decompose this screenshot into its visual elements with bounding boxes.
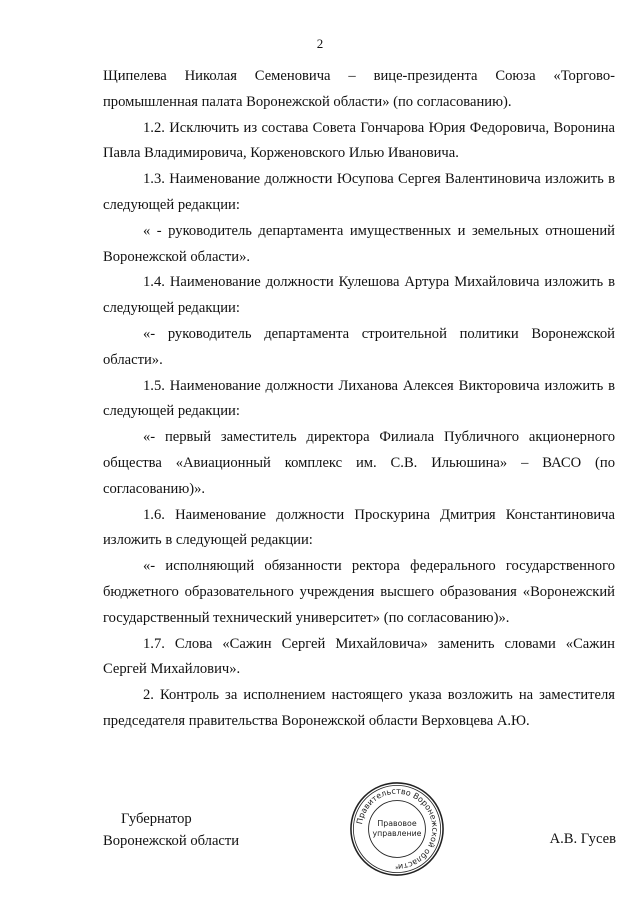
- signatory-name: А.В. Гусев: [549, 831, 616, 847]
- paragraph: 1.2. Исключить из состава Совета Гончарова Юрия Федоровича, Воронина Павла Владимировича, Корженовского Илью Ивановича.: [103, 119, 615, 162]
- paragraph: « - руководитель департамента имущественных и земельных отношений Воронежской области».: [103, 222, 615, 265]
- signatory-region: Воронежской области: [103, 833, 240, 849]
- paragraph: 1.7. Слова «Сажин Сергей Михайловича» заменить словами «Сажин Сергей Михайлович».: [103, 635, 615, 678]
- paragraph: 1.4. Наименование должности Кулешова Артура Михайловича изложить в следующей редакции:: [103, 274, 615, 317]
- signatory-title: Губернатор: [121, 811, 192, 827]
- document-body: [103, 64, 615, 735]
- paragraph: 1.3. Наименование должности Юсупова Сергея Валентиновича изложить в следующей редакции:: [103, 171, 615, 213]
- stamp-center-line1: Правовое: [377, 819, 417, 829]
- paragraph: 2. Контроль за исполнением настоящего указа возложить на заместителя председателя правительства Воронежской области Верховцева А.Ю.: [103, 687, 615, 729]
- paragraph: Щипелева Николая Семеновича – вице-президента Союза «Торгово-промышленная палата Воронежской области» (по согласованию).: [103, 68, 615, 110]
- paragraph: 1.5. Наименование должности Лиханова Алексея Викторовича изложить в следующей редакции:: [103, 377, 615, 420]
- stamp-star: *: [395, 865, 399, 874]
- signatory-position: [103, 808, 239, 852]
- paragraph: «- исполняющий обязанности ректора федерального государственного бюджетного образовательного учреждения высшего образования «Воронежский государственный технический университет» (по согласованию)».: [103, 558, 615, 626]
- paragraph: «- первый заместитель директора Филиала Публичного акционерного общества «Авиационный комплекс им. С.В. Ильюшина» – ВАСО (по согласованию)».: [103, 429, 615, 497]
- stamp-ring-text: Правительство Воронежской области: [355, 786, 440, 872]
- paragraph: 1.6. Наименование должности Проскурина Дмитрия Константиновича изложить в следующей редакции:: [103, 506, 615, 549]
- stamp-center-line2: управление: [372, 828, 422, 838]
- page-number: 2: [316, 36, 324, 51]
- paragraph: «- руководитель департамента строительной политики Воронежской области».: [103, 325, 615, 368]
- official-stamp: [348, 780, 446, 878]
